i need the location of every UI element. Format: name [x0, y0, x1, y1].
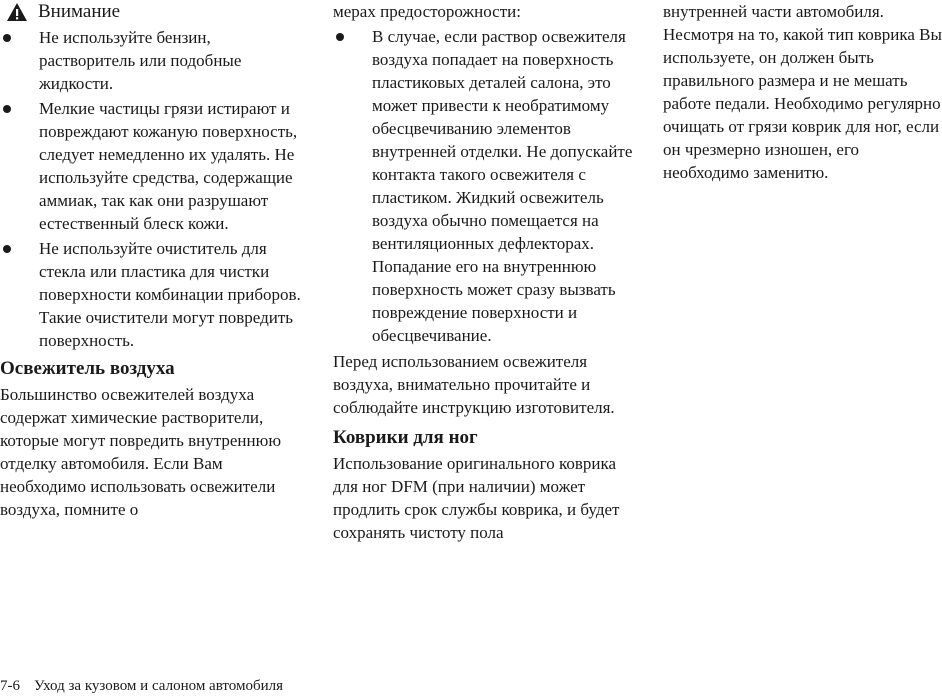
floor-mats-text: Использование оригинального коврика для ног DFM (при наличии) может продлить срок службы коврика, и будет сохранять чистоту пола [333, 454, 620, 542]
air-freshener-intro: Большинство освежителей воздуха содержат химические растворители, которые могут повредить внутреннюю отделку автомобиля. Если Вам необходимо использовать освежители воздуха, помните о [0, 385, 282, 519]
warning-heading [0, 0, 310, 24]
warning-item: Не используйте бензин, растворитель или подобные жидкости. [0, 26, 310, 95]
warning-title: Внимание [38, 1, 121, 22]
warning-triangle-icon [6, 2, 28, 22]
warning-list [0, 26, 310, 352]
page-footer [0, 676, 283, 696]
floor-mats-text-continued: внутренней части автомобиля. Несмотря на то, какой тип коврика Вы используете, он должен быть правильного размера и не мешать работе педали. Необходимо регулярно очищать от грязи коврик для ног, если он чрезмерно изношен, его необходимо заменитю. [663, 2, 942, 182]
column-1 [0, 0, 310, 521]
air-freshener-item: В случае, если раствор освежителя воздуха попадает на поверхность пластиковых деталей салона, это может привести к необратимому обесцвечиванию элементов внутренней отделки. Не допускайте контакта такого освежителя с пластиком. Жидкий освежитель воздуха обычно помещается на вентиляционных дефлекторах. Попадание его на внутреннюю поверхность может сразу вызвать повреждение поверхности и обесцвечивание. [333, 25, 638, 347]
column-3 [663, 0, 942, 184]
section-title-floor-mats: Коврики для ног [333, 427, 478, 448]
footer-section-title: Уход за кузовом и салоном автомобиля [34, 678, 284, 694]
warning-item: Не используйте очиститель для стекла или пластика для чистки поверхности комбинации приборов. Такие очистители могут повредить поверхность. [0, 237, 310, 352]
air-freshener-list [333, 25, 638, 347]
air-freshener-outro: Перед использованием освежителя воздуха, внимательно прочитайте и соблюдайте инструкцию изготовителя. [333, 352, 615, 417]
column-2 [333, 0, 638, 544]
air-freshener-intro-continued: мерах предосторожности: [333, 2, 521, 21]
warning-item: Мелкие частицы грязи истирают и повреждают кожаную поверхность, следует немедленно их удалять. Не используйте средства, содержащие аммиак, так как они разрушают естественный блеск кожи. [0, 97, 310, 235]
page-number: 7-6 [0, 678, 20, 694]
section-title-air-freshener: Освежитель воздуха [0, 358, 175, 379]
